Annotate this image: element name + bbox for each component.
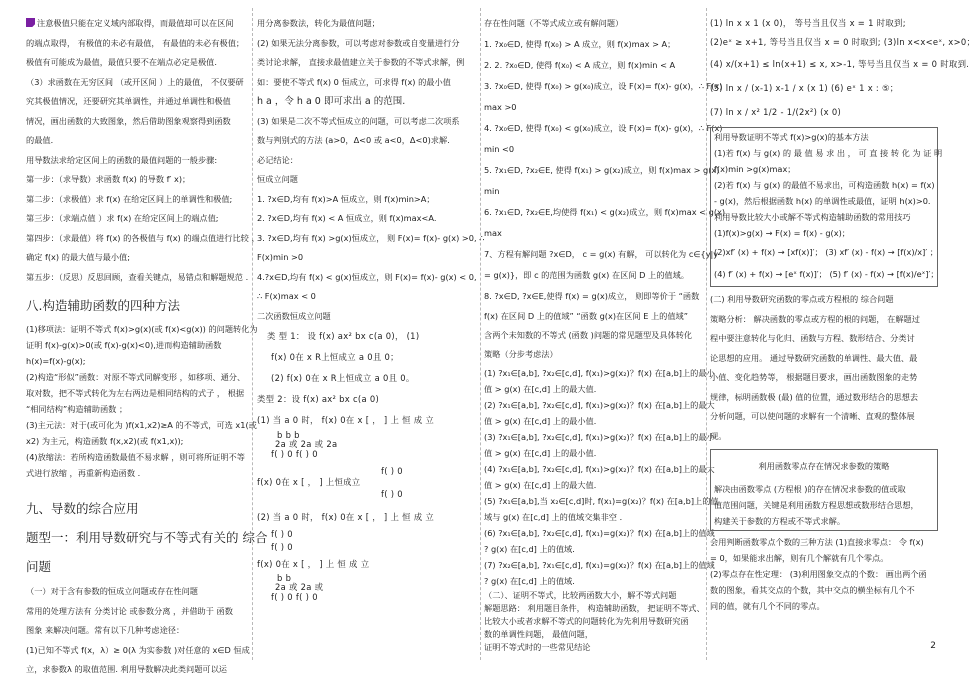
text-line: = g(x)}，即 c 的范围为函数 g(x) 在区间 D 上的值域。 bbox=[484, 269, 689, 280]
text-line: 2. 2. ?x₀∈D, 使得 f(x₀) < A 成立，则 f(x)min < A bbox=[484, 59, 676, 70]
text-line: 值 > g(x) 在[c,d] 上的最小值． bbox=[484, 447, 602, 458]
text-line: 比较大小或者求解不等式的问题转化为先利用导数研究函 bbox=[484, 615, 689, 626]
text-line: （二）、证明不等式，比较两函数大小，解不等式问题 bbox=[484, 589, 677, 600]
text-line: 究其极值情况，还要研究其单调性，并通过单调性和极值 bbox=[26, 96, 231, 106]
formula-line: 2a 或 2a 或 bbox=[275, 582, 324, 592]
text-line: （3）求函数在无穷区间 （或开区间 ）上的最值， 不仅要研 bbox=[26, 76, 244, 87]
text-line: 如：要使不等式 f(x) 0 恒成立，可求得 f(x) 的最小值 bbox=[257, 76, 451, 87]
formula-line: f( ) 0 bbox=[381, 489, 403, 499]
text-line: 恒成立问题 bbox=[257, 174, 298, 184]
text-line: 会用判断函数零点个数的三种方法 (1)直接求零点： 令 f(x) bbox=[710, 537, 924, 548]
formula-line: f(x) 0在 x [ ， ] 上 恒 成 立 bbox=[257, 559, 370, 569]
text-line: (二) 利用导数研究函数的零点或方程根的 综合问题 bbox=[710, 294, 894, 304]
text-line: 第五步：（反思）反思回顾，查看关键点，易错点和解题规范 . bbox=[26, 271, 249, 282]
text-line: (1)移项法：证明不等式 f(x)>g(x)(或 f(x)<g(x)) 的问题转化为 bbox=[26, 324, 258, 334]
text-line: (1)f(x)>g(x) → F(x) = f(x) - g(x)； bbox=[714, 228, 850, 238]
formula-line: f(x) 0在 x R上恒成立 a 0且 0； bbox=[271, 352, 399, 362]
text-line: (2) 如果无法分离参数，可以考虑对参数或自变量进行分 bbox=[257, 37, 460, 48]
text-line: 数与判别式的方法 (a>0，Δ<0 或 a<0，Δ<0)求解. bbox=[257, 135, 450, 145]
column-1 bbox=[26, 14, 268, 674]
formula-line: (2) 当 a 0 时， f(x) 0在 x [ ， ] 上 恒 成 立 bbox=[257, 512, 435, 522]
text-line: (5) ?x₁∈[a,b],当 x₂∈[c,d]时, f(x₁)=g(x₂)？f(x) 在[a,b]上的值 bbox=[484, 495, 719, 506]
text-line: 第四步：（求最值）将 f(x) 的各极值与 f(x) 的端点值进行比较 ， bbox=[26, 232, 260, 243]
text-line: 分析问题，可以使问题的求解有一个清晰、直观的整体展 bbox=[710, 411, 915, 421]
text-line: (3)主元法：对于(或可化为 )f(x1,x2)≥A 的不等式，可选 x1(或 bbox=[26, 420, 257, 430]
text-line: 存在性问题（不等式成立或有解问题） bbox=[484, 18, 624, 28]
formula-line: b b bbox=[277, 573, 292, 583]
strategy-box bbox=[710, 449, 938, 531]
text-line: (4) ?x₁∈[a,b], ?x₂∈[c,d], f(x₁)>g(x₂)？f(x) 在[a,b]上的最大 bbox=[484, 463, 715, 474]
text-line: 值范围问题，关键是利用函数方程思想或数形结合思想， bbox=[714, 500, 919, 511]
text-line: 立，求参数λ 的取值范围. 利用导数解决此类问题可以运 bbox=[26, 664, 227, 674]
text-line: 3. ?x₀∈D, 使得 f(x₀) > g(x₀)成立，设 F(x)= f(x)- g(x)，∴ F(x) bbox=[484, 80, 723, 91]
text-line: (4) f′ (x) + f(x) → [eˣ f(x)]′； (5) f′ (x) - f(x) → [f(x)/eˣ]′； bbox=[714, 269, 939, 279]
text-line: = 0，如果能求出解，则有几个解就有几个零点。 bbox=[710, 553, 889, 564]
formula-line: 类型 2：设 f(x) ax² bx c(a 0) bbox=[257, 394, 380, 404]
column-divider bbox=[480, 8, 481, 660]
section-heading: 八.构造辅助函数的四种方法 bbox=[26, 298, 180, 313]
text-line: 7、方程有解问题 ?x∈D， c = g(x) 有解， 可以转化为 c∈{y|y bbox=[484, 248, 719, 259]
text-line: 3. ?x∈D,均有 f(x) >g(x)恒成立， 则 F(x)= f(x)- g(x) >0, ∴ bbox=[257, 232, 485, 243]
formula-line: f( ) 0 bbox=[271, 529, 293, 539]
text-line: (6) ?x₁∈[a,b], ?x₂∈[c,d], f(x₁)=g(x₂)？f(x) 在[a,b]上的值域 bbox=[484, 527, 715, 538]
text-line: “相同结构”构造辅助函数 ； bbox=[26, 404, 128, 414]
text-line: 注意极值只能在定义域内部取得，而最值却可以在区间 bbox=[26, 14, 252, 34]
text-line: 用导数法求给定区间上的函数的最值问题的一般步骤: bbox=[26, 154, 218, 165]
subsection-heading: 题型一：利用导数研究与不等式有关的 综合 bbox=[26, 530, 268, 545]
text-line: 含两个未知数的不等式 (函数 )问题的常见题型及具体转化 bbox=[484, 329, 693, 340]
text-line: 论思想的应用。 通过导数研究函数的单调性、最大值、最 bbox=[710, 352, 918, 363]
text-line: 值 > g(x) 在[c,d] 上的最小值． bbox=[484, 415, 602, 426]
text-line: (2)构造“形似”函数：对原不等式同解变形 ，如移项、通分、 bbox=[26, 372, 246, 382]
text-line: 数的图象，看其交点的个数，其中交点的横坐标有几个不 bbox=[710, 585, 915, 596]
text-line: 解题思路： 利用题目条件， 构造辅助函数， 把证明不等式、 bbox=[484, 602, 705, 613]
text-line: 2. ?x∈D,均有 f(x) < A 恒成立，则 f(x)max<A. bbox=[257, 213, 437, 223]
text-line: (2) ?x₁∈[a,b], ?x₂∈[c,d], f(x₁)>g(x₂)？f(x) 在[a,b]上的最大 bbox=[484, 399, 715, 410]
text-line: min bbox=[484, 185, 500, 196]
formula-line: (2)eˣ ≥ x+1, 等号当且仅当 x = 0 时取到; (3)ln x<x<eˣ, x>0； bbox=[710, 37, 975, 47]
column-3 bbox=[484, 14, 726, 654]
text-line: 策略（分步考虑法） bbox=[484, 349, 558, 359]
text-line: 构建关于参数的方程或不等式求解。 bbox=[714, 516, 846, 527]
text-line: 值 > g(x) 在[c,d] 上的最大值． bbox=[484, 479, 602, 490]
text-line: 值 > g(x) 在[c,d] 上的最大值． bbox=[484, 383, 602, 394]
box-title: 利用函数零点存在情况求参数的策略 bbox=[758, 461, 890, 472]
text-line: 程中要注意转化与化归、函数与方程、数形结合、分类讨 bbox=[710, 333, 915, 343]
text-line: 取对数，把不等式转化为左右两边是相同结构的式子 ， 根据 bbox=[26, 388, 245, 398]
text-line: (2)若 f(x) 与 g(x) 的最值不易求出，可构造函数 h(x) = f(x) bbox=[714, 180, 935, 190]
text-line: 策略分析： 解决函数的零点或方程的根的问题， 在解题过 bbox=[710, 313, 920, 324]
text-line: 8. ?x∈D, ?x∈E,使得 f(x) = g(x)成立， 则即等价于 “函数 bbox=[484, 290, 700, 301]
text-line: 4. ?x₀∈D, 使得 f(x₀) < g(x₀)成立，设 F(x)= f(x)- g(x)，∴ F(x) bbox=[484, 122, 723, 133]
formula-line: (5) ln x / (x-1) x-1 / x (x 1) (6) eˣ 1 x : ⑤； bbox=[710, 83, 899, 93]
column-divider bbox=[252, 8, 253, 660]
text-line: 必记结论： bbox=[257, 154, 298, 165]
column-4 bbox=[710, 14, 975, 654]
text-line: (1)若 f(x) 与 g(x) 的 最 值 易 求 出 ， 可 直 接 转 化 为 证 明 bbox=[714, 148, 943, 158]
text-line: 的最值． bbox=[26, 135, 59, 145]
formula-line: (4) x/(x+1) ≤ ln(x+1) ≤ x, x>-1, 等号当且仅当 x = 0 时取到. bbox=[710, 59, 970, 69]
text-line: 第二步：（求极值）求 f(x) 在给定区间上的单调性和极值; bbox=[26, 193, 233, 204]
text-line: 解决由函数零点 (方程根 )的存在情况求参数的值或取 bbox=[714, 484, 906, 495]
section-heading: 九、导数的综合应用 bbox=[26, 501, 139, 516]
text-line: min <0 bbox=[484, 143, 515, 154]
text-line: 证明不等式时的一些常见结论 bbox=[484, 641, 591, 652]
text-line: 4.?x∈D,均有 f(x) < g(x)恒成立，则 F(x)= f(x)- g(x) < 0, bbox=[257, 271, 477, 282]
text-line: 确定 f(x) 的最大值与最小值; bbox=[26, 252, 130, 262]
text-line: (3) 如果是二次不等式恒成立的问题，可以考虑二次项系 bbox=[257, 115, 460, 126]
text-line: ? g(x) 在[c,d] 上的值域． bbox=[484, 543, 581, 554]
text-line: 常用的处理方法有 分类讨论 或参数分离 ，并借助于 函数 bbox=[26, 605, 233, 616]
formula-line: (1) ln x x 1 (x 0)， 等号当且仅当 x = 1 时取到; bbox=[710, 18, 906, 28]
text-line: 域与 g(x) 在[c,d] 上的值域交集非空 ． bbox=[484, 511, 628, 522]
text-line: (1)已知不等式 f(x，λ）≥ 0(λ 为实参数 )对任意的 x∈D 恒成 bbox=[26, 644, 250, 655]
text-line: ∴ F(x)max < 0 bbox=[257, 291, 316, 301]
formula-line: 类 型 1： 设 f(x) ax² bx c(a 0)， (1) bbox=[267, 331, 420, 341]
text-line: ? g(x) 在[c,d] 上的值域． bbox=[484, 575, 581, 586]
text-line: 6. ?x₁∈D, ?x₂∈E,均使得 f(x₁) < g(x₂)成立，则 f(x)max < g(x) bbox=[484, 206, 726, 217]
formula-line: (7) ln x / x² 1/2 - 1/(2x²) (x 0) bbox=[710, 107, 842, 117]
text-line: 数的单调性问题， 最值问题， bbox=[484, 628, 594, 639]
text-line: 1. ?x₀∈D, 使得 f(x₀) > A 成立，则 f(x)max > A； bbox=[484, 38, 676, 49]
subsection-heading: 问题 bbox=[26, 559, 52, 574]
text-line: 图象 来解决问题。常有以下几种考虑途径： bbox=[26, 625, 185, 635]
formula-line: 2a 或 2a 或 2a bbox=[275, 439, 338, 449]
text-line: h a ，令 h a 0 即可求出 a 的范围. bbox=[257, 96, 406, 107]
text-line: 情况，画出函数的大致图象，然后借助图象观察得到函数 bbox=[26, 115, 231, 126]
text-line: (4)放缩法：若所构造函数最值不易求解 ，则可将所证明不等 bbox=[26, 452, 245, 462]
text-line: 第三步：（求端点值 ）求 f(x) 在给定区间上的端点值; bbox=[26, 213, 219, 223]
page-number: 2 bbox=[930, 641, 936, 651]
text-line: 类讨论求解， 直接求最值建立关于参数的不等式求解，例 bbox=[257, 57, 465, 67]
formula-line: f(x) 0在 x [ ， ] 上恒成立 bbox=[257, 477, 361, 487]
column-2 bbox=[257, 14, 485, 654]
text-line: 利用导数比较大小或解不等式构造辅助函数的常用技巧 bbox=[714, 212, 911, 222]
text-line: - g(x)，然后根据函数 h(x) 的单调性或最值，证明 h(x)>0. bbox=[714, 196, 931, 206]
text-line: max >0 bbox=[484, 101, 517, 112]
text-line: 证明 f(x)-g(x)>0(或 f(x)-g(x)<0),进而构造辅助函数 bbox=[26, 340, 222, 350]
formula-line: f( ) 0 bbox=[271, 542, 293, 552]
text-line: (7) ?x₂∈[a,b], ?x₁∈[c,d], f(x₁)=g(x₂)？f(x) 在[a,b]上的值域 bbox=[484, 559, 715, 570]
text-line: 的端点取得， 有极值的未必有最值， 有最值的未必有极值； bbox=[26, 37, 245, 48]
formula-line: f( ) 0 f( ) 0 bbox=[271, 449, 318, 459]
text-line: 式进行放缩 ，再重新构造函数 . bbox=[26, 468, 141, 478]
text-line: max bbox=[484, 227, 502, 238]
formula-line: (2) f(x) 0在 x R上恒成立 a 0且 0。 bbox=[271, 373, 415, 383]
formula-line: b b b bbox=[277, 430, 300, 440]
note-icon bbox=[26, 18, 35, 27]
text-line: 5. ?x₁∈D, ?x₂∈E, 使得 f(x₁) > g(x₂)成立，则 f(x)max > g(x) bbox=[484, 164, 720, 175]
text-line: 第一步：（求导数）求函数 f(x) 的导数 f′ x)； bbox=[26, 174, 191, 184]
text-line: 规律，标明函数极 (最) 值的位置，通过数形结合的思想去 bbox=[710, 391, 919, 402]
method-box bbox=[710, 127, 943, 287]
formula-line: f( ) 0 bbox=[381, 466, 403, 476]
text-line: x2) 为主元，构造函数 f(x,x2)(或 f(x1,x)); bbox=[26, 436, 184, 446]
text-line: F(x)min >0 bbox=[257, 252, 304, 262]
box-title: 利用导数证明不等式 f(x)>g(x)的基本方法 bbox=[714, 132, 869, 142]
text-line: h(x)=f(x)-g(x); bbox=[26, 356, 86, 366]
text-line: f(x) 在区间 D 上的值域” “函数 g(x)在区间 E 上的值域” bbox=[484, 310, 688, 321]
text-line: 现。 bbox=[710, 430, 727, 441]
text-line: （一）对于含有参数的恒成立问题或存在性问题 bbox=[26, 586, 198, 596]
formula-line: (1) 当 a 0 时， f(x) 0在 x [ ， ] 上 恒 成 立 bbox=[257, 415, 435, 425]
text-line: (3) ?x₁∈[a,b], ?x₂∈[c,d], f(x₁)>g(x₂)？f(x) 在[a,b]上的最小 bbox=[484, 431, 715, 442]
text-line: 1. ?x∈D,均有 f(x)>A 恒成立，则 f(x)min>A； bbox=[257, 193, 435, 204]
text-line: (1) ?x₁∈[a,b], ?x₂∈[c,d], f(x₁)>g(x₂)？f(x) 在[a,b]上的最小 bbox=[484, 367, 715, 378]
text-line: 小值、变化趋势等， 根据题目要求，画出函数图象的走势 bbox=[710, 372, 918, 382]
text-line: 同的值，就有几个不同的零点。 bbox=[710, 601, 825, 612]
text-line: (2)xf′ (x) + f(x) → [xf(x)]′； (3) xf′ (x) - f(x) → [f(x)/x]′ ； bbox=[714, 247, 938, 257]
text-line: 极值有可能成为最值，最值只要不在端点必定是极值. bbox=[26, 57, 217, 67]
text-line: (2)零点存在性定理： (3)利用图象交点的个数： 画出两个函 bbox=[710, 569, 927, 580]
text-line: 用分离参数法，转化为最值问题； bbox=[257, 18, 380, 28]
formula-line: f( ) 0 f( ) 0 bbox=[271, 592, 318, 602]
text-line: f(x)min >g(x)max； bbox=[714, 164, 796, 174]
text-line: 二次函数恒成立问题 bbox=[257, 310, 331, 321]
